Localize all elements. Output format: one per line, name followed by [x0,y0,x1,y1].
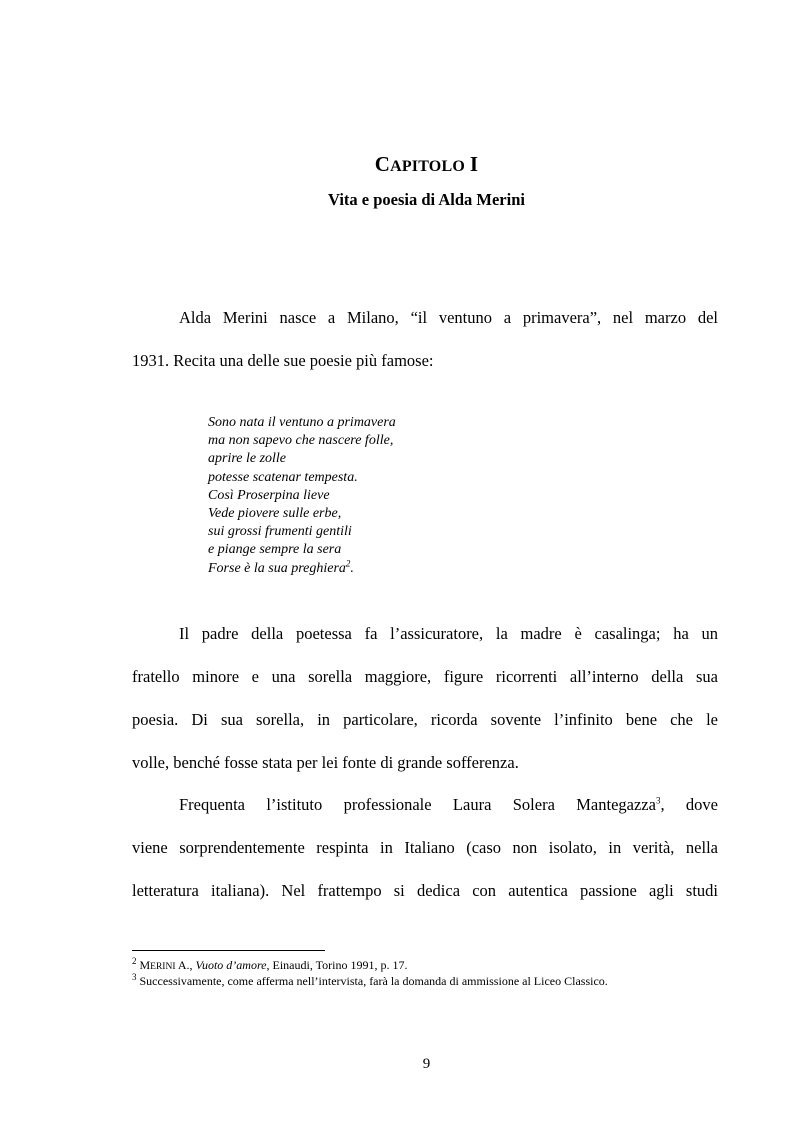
poem-line-end: . [350,560,354,576]
footnote-citation: , Einaudi, Torino 1991, p. 17. [266,958,408,972]
paragraph-line: volle, benché fosse stata per lei fonte di grande sofferenza. [132,753,519,772]
paragraph-text: Frequenta l’istituto professionale Laura Solera Mantegazza [179,795,656,814]
footnote-book-title: Vuoto d’amore [195,958,267,972]
paragraph-line: letteratura italiana). Nel frattempo si dedica con autentica passione agli studi [132,881,718,900]
footnote-text: Successivamente, come afferma nell’intervista, farà la domanda di ammissione al Liceo Classico. [136,974,608,988]
footnotes [132,958,722,988]
poem-line: potesse scatenar tempesta. [208,469,358,485]
poem-line: Sono nata il ventuno a primavera [208,415,396,430]
poem-line: sui grossi frumenti gentili [208,524,352,540]
chapter-title [0,152,793,177]
footnote-author-rest: ERINI [150,962,176,972]
footnote-ref-2[interactable]: 2 [345,557,351,568]
footnote-divider [132,950,325,951]
paragraph-line: fratello minore e una sorella maggiore, figure ricorrenti all’interno della sua [132,667,718,686]
footnote-ref-3[interactable]: 3 [655,795,661,806]
poem-line: e piange sempre la sera [208,542,342,558]
poem-line-text: Forse è la sua preghiera [208,560,346,576]
paragraph-2 [132,612,718,784]
footnote-3 [132,974,722,988]
chapter-title-initial: C [374,152,391,176]
paragraph-line: Alda Merini nasce a Milano, “il ventuno a primavera”, nel marzo del [179,308,718,327]
paragraph-3 [132,783,718,912]
paragraph-1 [132,296,718,382]
poem-line: aprire le zolle [208,451,287,467]
chapter-title-rest: APITOLO [390,158,465,175]
footnote-number: 2 [132,956,137,966]
poem-line: Così Proserpina lieve [208,487,330,503]
paragraph-line: viene sorprendentemente respinta in Italiano (caso non isolato, in verità, nella [132,838,718,857]
paragraph-line: 1931. Recita una delle sue poesie più famose: [132,351,434,370]
chapter-subtitle: Vita e poesia di Alda Merini [328,190,525,209]
paragraph-line: Il padre della poetessa fa l’assicuratore, la madre è casalinga; ha un [179,624,718,643]
paragraph-line [132,783,718,826]
chapter-title-numeral: I [469,152,479,176]
footnote-number: 3 [132,972,137,982]
footnote-author-initial: M [139,958,151,972]
poem-line: Vede piovere sulle erbe, [208,506,342,522]
paragraph-line: poesia. Di sua sorella, in particolare, ricorda sovente l’infinito bene che le [132,710,718,729]
poem-line: ma non sapevo che nascere folle, [208,433,394,449]
poem-quote [208,414,396,578]
footnote-2 [132,958,722,974]
page-number: 9 [422,1056,431,1072]
poem-last-line [208,557,396,578]
footnote-author-suffix: A., [175,958,196,972]
paragraph-text: , dove [660,795,719,814]
